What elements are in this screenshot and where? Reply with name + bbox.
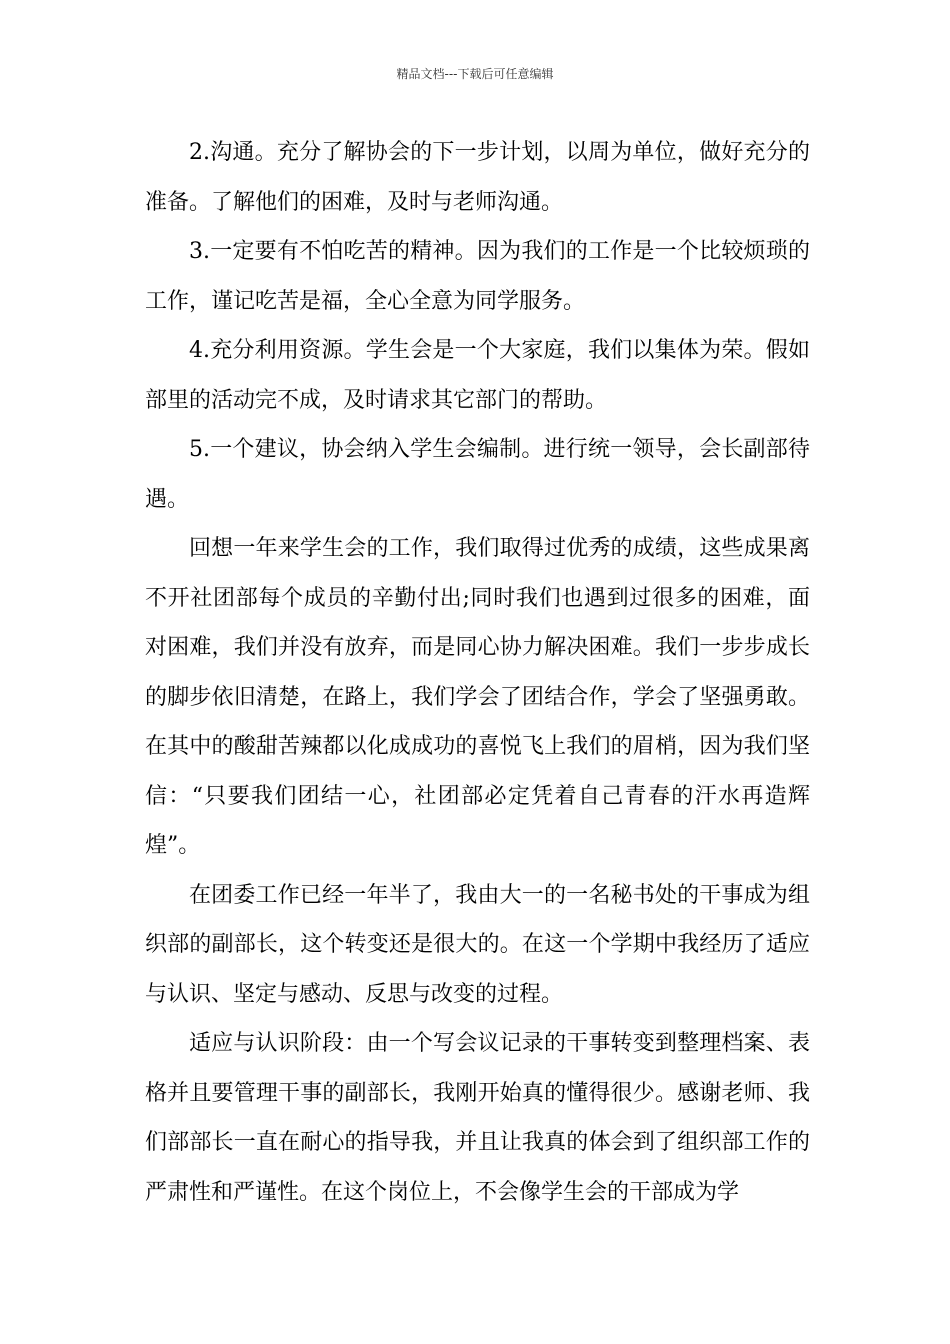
paragraph-hardship: 3.一定要有不怕吃苦的精神。因为我们的工作是一个比较烦琐的工作，谨记吃苦是福，全心全意为同学服务。 bbox=[145, 239, 810, 314]
paragraph-communication: 2.沟通。充分了解协会的下一步计划，以周为单位，做好充分的准备。了解他们的困难，及时与老师沟通。 bbox=[145, 140, 810, 215]
paragraph-suggestion: 5.一个建议，协会纳入学生会编制。进行统一领导，会长副部待遇。 bbox=[145, 437, 810, 512]
document-body bbox=[145, 128, 810, 1217]
paragraph-review: 回想一年来学生会的工作，我们取得过优秀的成绩，这些成果离不开社团部每个成员的辛勤付出;同时我们也遇到过很多的困难，面对困难，我们并没有放弃，而是同心协力解决困难。我们一步步成长的脚步依旧清楚，在路上，我们学会了团结合作，学会了坚强勇敢。在其中的酸甜苦辣都以化成成功的喜悦飞上我们的眉梢，因为我们坚信：“只要我们团结一心，社团部必定凭着自己青春的汗水再造辉煌”。 bbox=[145, 536, 810, 858]
paragraph-adaptation: 适应与认识阶段：由一个写会议记录的干事转变到整理档案、表格并且要管理干事的副部长，我刚开始真的懂得很少。感谢老师、我们部部长一直在耐心的指导我，并且让我真的体会到了组织部工作的严肃性和严谨性。在这个岗位上，不会像学生会的干部成为学 bbox=[145, 1031, 810, 1205]
page-header: 精品文档---下载后可任意编辑 bbox=[396, 67, 554, 81]
paragraph-committee-work: 在团委工作已经一年半了，我由大一的一名秘书处的干事成为组织部的副部长，这个转变还是很大的。在这一个学期中我经历了适应与认识、坚定与感动、反思与改变的过程。 bbox=[145, 882, 810, 1007]
paragraph-resources: 4.充分利用资源。学生会是一个大家庭，我们以集体为荣。假如部里的活动完不成，及时请求其它部门的帮助。 bbox=[145, 338, 810, 413]
